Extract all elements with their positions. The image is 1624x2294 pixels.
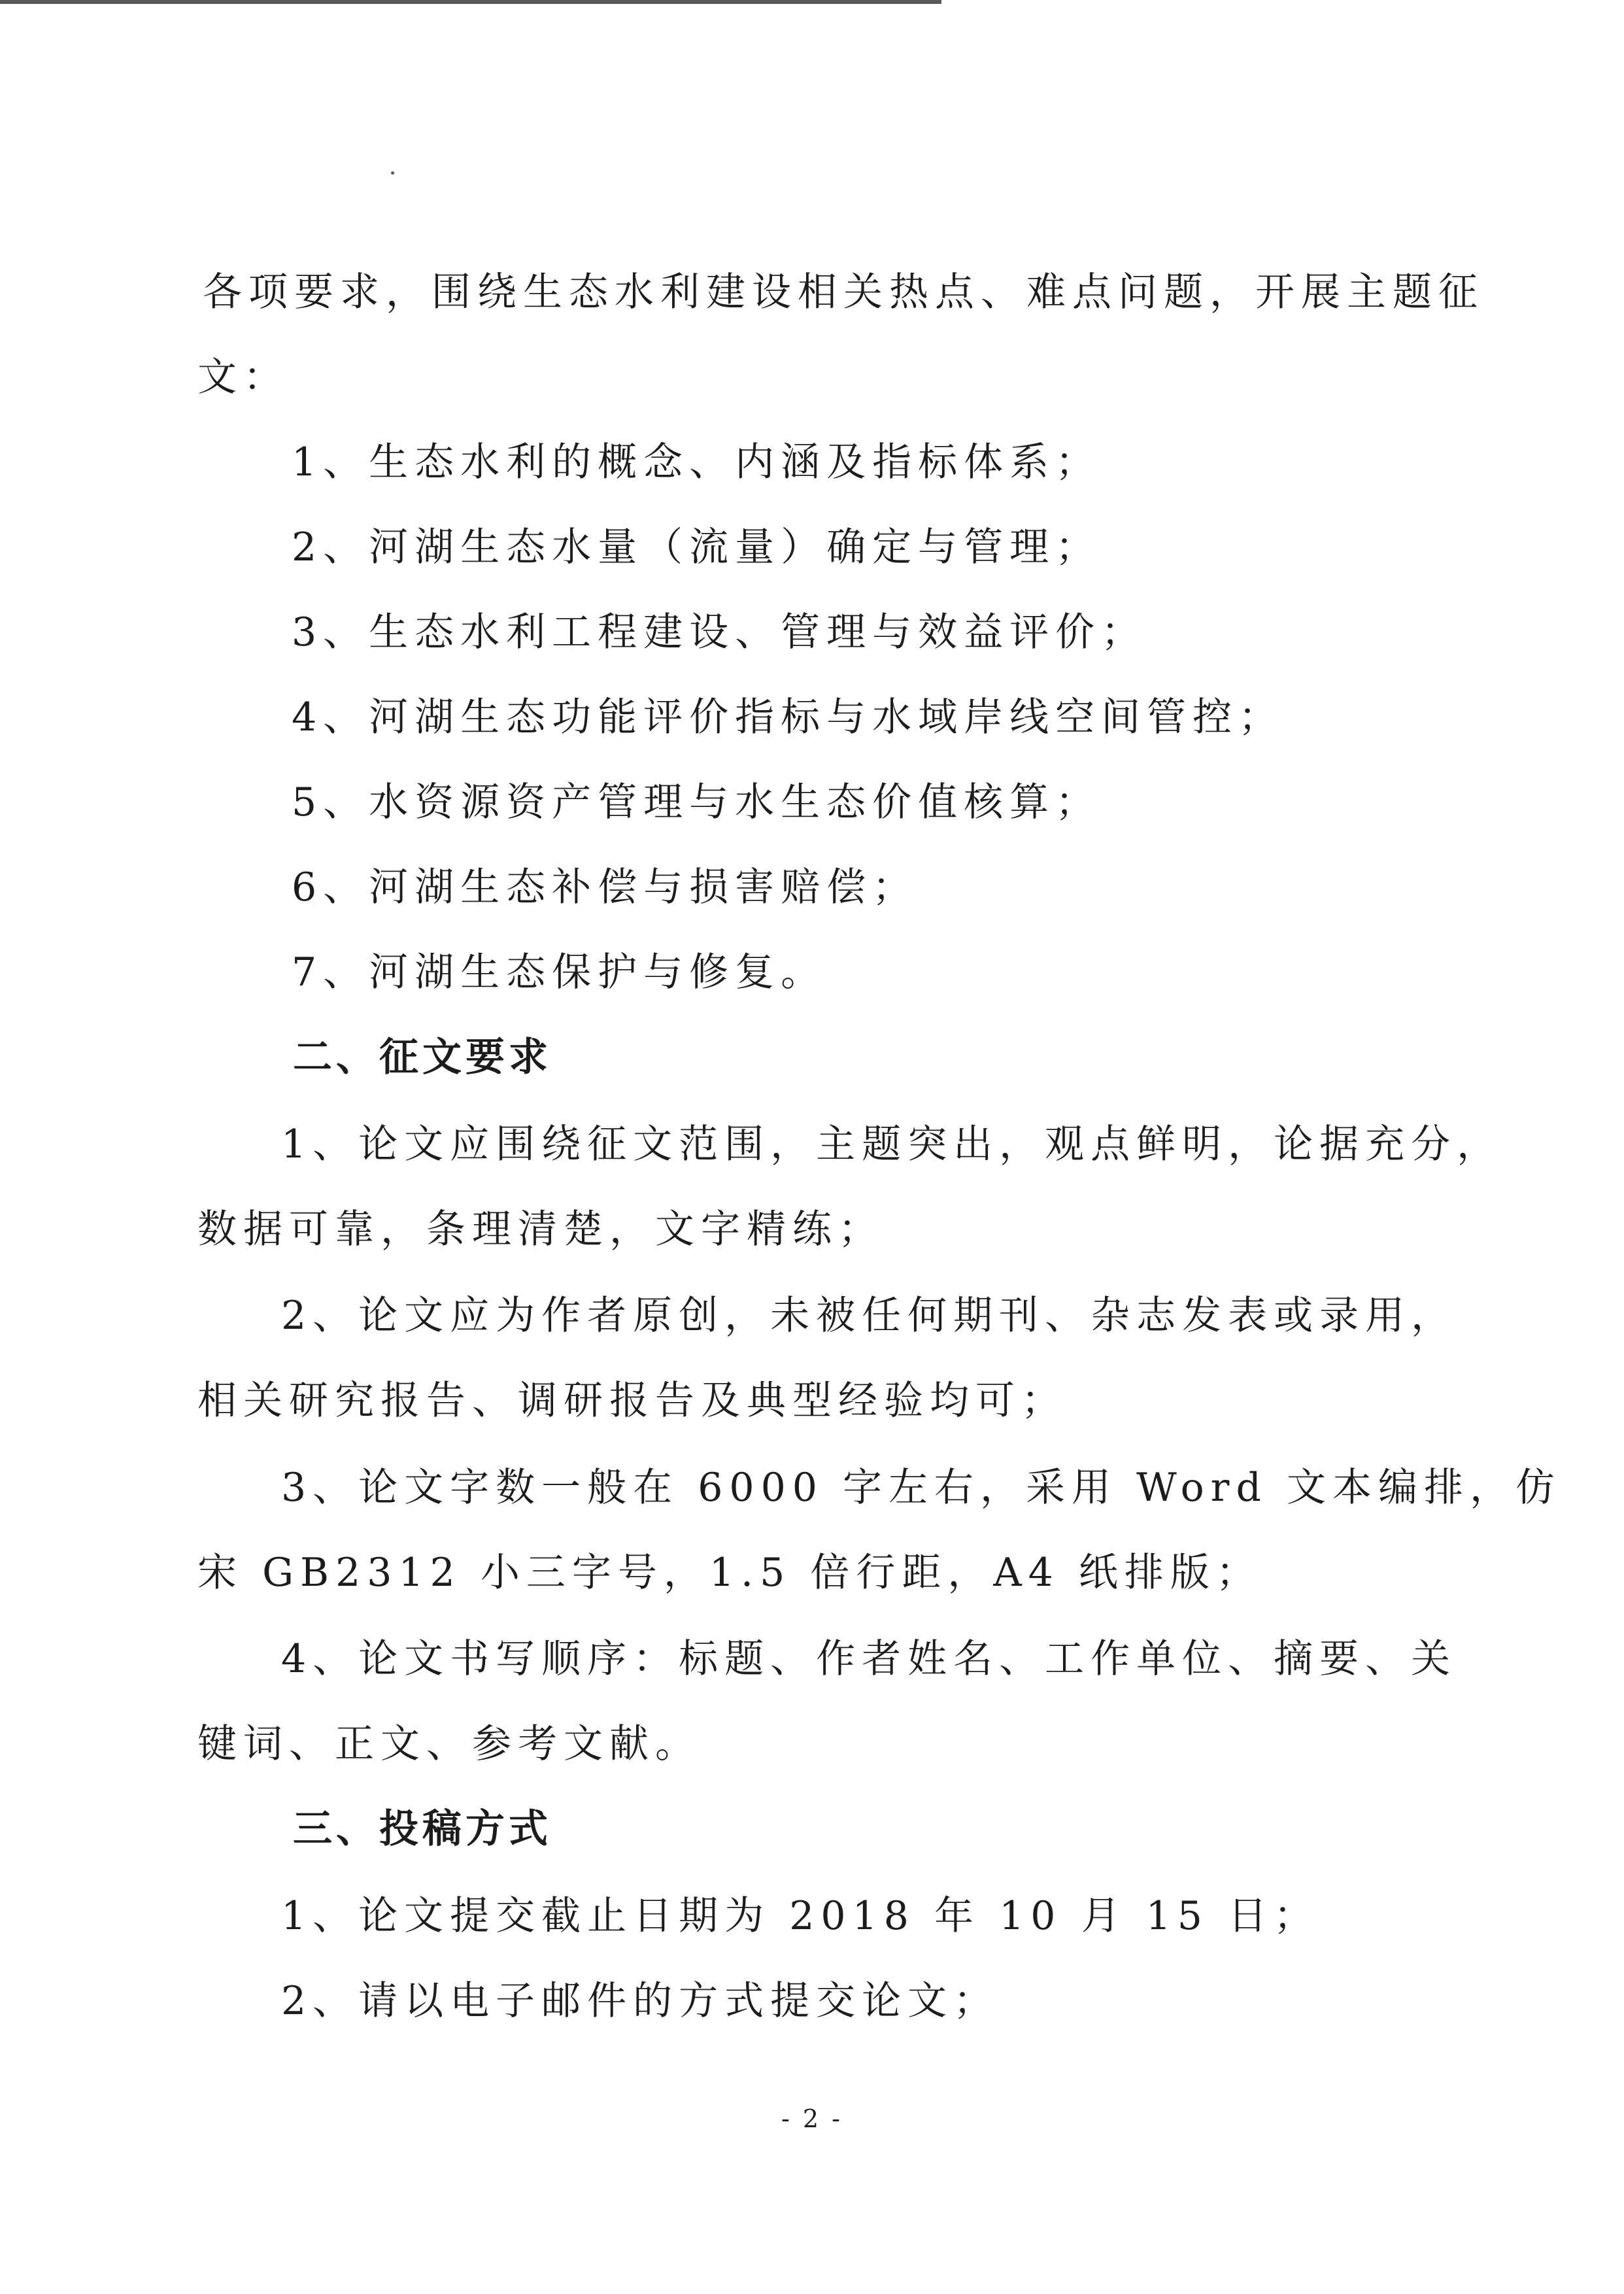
submission-item-1: 1、论文提交截止日期为 2018 年 10 月 15 日；	[281, 1893, 1319, 1939]
requirement-4-line-1: 4、论文书写顺序：标题、作者姓名、工作单位、摘要、关	[281, 1636, 1457, 1682]
topic-item-4: 4、河湖生态功能评价指标与水域岸线空间管控；	[292, 694, 1285, 740]
requirement-1-line-2: 数据可靠，条理清楚，文字精练；	[197, 1207, 884, 1252]
section-heading-requirements: 二、征文要求	[293, 1035, 552, 1080]
topic-item-7: 7、河湖生态保护与修复。	[292, 950, 827, 995]
requirement-1-line-1: 1、论文应围绕征文范围，主题突出，观点鲜明，论据充分，	[281, 1121, 1503, 1167]
requirement-4-line-2: 键词、正文、参考文献。	[197, 1721, 701, 1767]
intro-line-1: 各项要求，围绕生态水利建设相关热点、难点问题，开展主题征	[203, 269, 1484, 315]
requirement-3-line-1: 3、论文字数一般在 6000 字左右，采用 Word 文本编排，仿	[281, 1465, 1561, 1511]
section-heading-submission: 三、投稿方式	[293, 1806, 552, 1852]
intro-line-2: 文：	[197, 354, 289, 400]
topic-item-6: 6、河湖生态补偿与损害赔偿；	[292, 865, 919, 910]
requirement-3-line-2: 宋 GB2312 小三字号，1.5 倍行距，A4 纸排版；	[197, 1550, 1262, 1596]
topic-item-5: 5、水资源资产管理与水生态价值核算；	[292, 779, 1102, 825]
scan-edge-rule	[0, 0, 941, 4]
topic-item-3: 3、生态水利工程建设、管理与效益评价；	[292, 609, 1147, 655]
page-number: - 2 -	[781, 2104, 843, 2133]
requirement-2-line-2: 相关研究报告、调研报告及典型经验均可；	[197, 1378, 1067, 1424]
topic-item-2: 2、河湖生态水量（流量）确定与管理；	[292, 524, 1102, 570]
topic-item-1: 1、生态水利的概念、内涵及指标体系；	[292, 439, 1102, 485]
requirement-2-line-1: 2、论文应为作者原创，未被任何期刊、杂志发表或录用，	[281, 1293, 1457, 1339]
submission-item-2: 2、请以电子邮件的方式提交论文；	[281, 1978, 1000, 2024]
scan-speck	[391, 171, 394, 175]
